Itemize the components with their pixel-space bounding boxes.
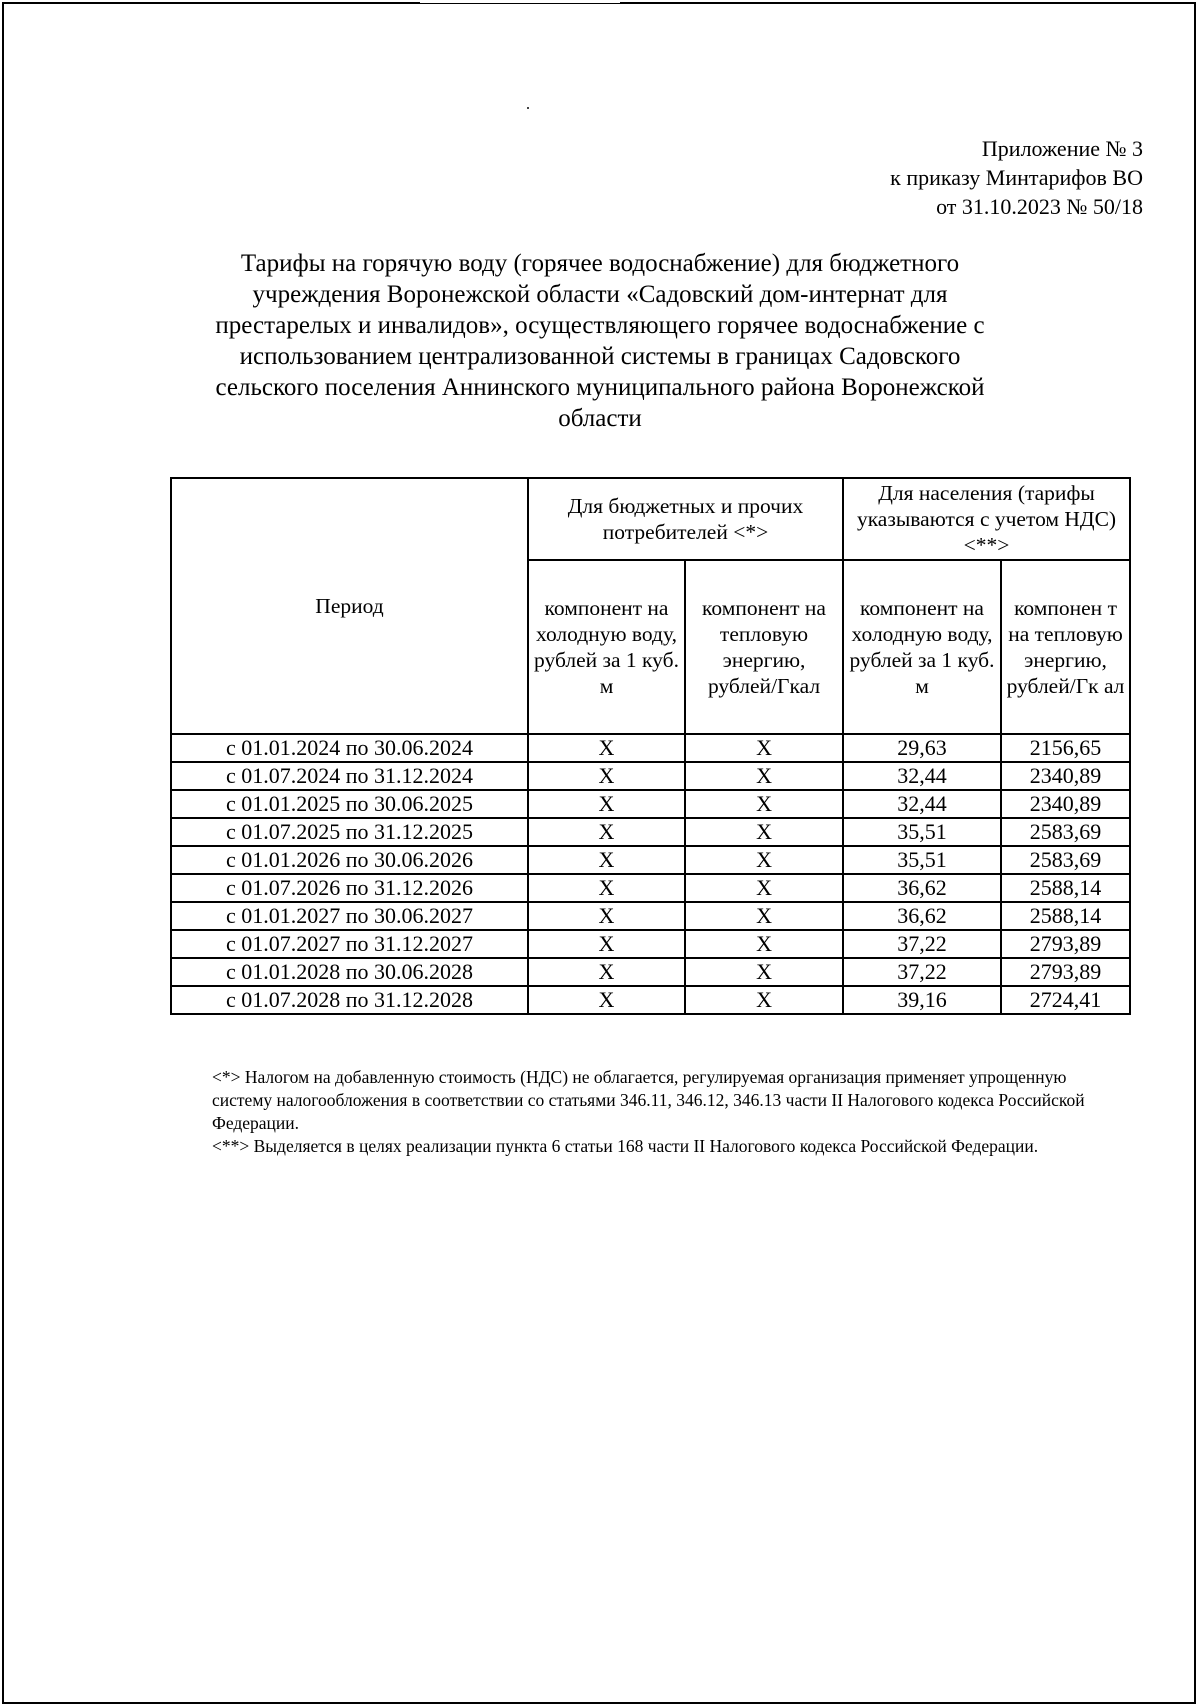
population-cold-cell: 36,62: [843, 874, 1001, 902]
budget-cold-cell: Х: [528, 874, 685, 902]
title-line-4: использованием централизованной системы в границах Садовского: [239, 343, 961, 370]
population-cold-cell: 35,51: [843, 846, 1001, 874]
title-line-3: престарелых и инвалидов», осуществляющего горячее водоснабжение с: [215, 312, 985, 339]
appendix-reference: [890, 134, 1143, 221]
population-heat-cell: 2583,69: [1001, 846, 1130, 874]
table-row: [171, 930, 1130, 958]
population-heat-cell: 2724,41: [1001, 986, 1130, 1014]
budget-heat-cell: Х: [685, 958, 843, 986]
appendix-line-1: Приложение № 3: [981, 136, 1143, 161]
budget-cold-cell: Х: [528, 734, 685, 762]
population-heat-cell: 2156,65: [1001, 734, 1130, 762]
period-cell: с 01.01.2025 по 30.06.2025: [171, 790, 528, 818]
title-line-2: учреждения Воронежской области «Садовский дом-интернат для: [252, 281, 948, 308]
population-cold-header: компонент на холодную воду, рублей за 1 куб. м: [843, 560, 1001, 734]
population-heat-cell: 2583,69: [1001, 818, 1130, 846]
table-row: [171, 818, 1130, 846]
scan-speck: [527, 107, 529, 109]
table-row: [171, 874, 1130, 902]
table-row: [171, 790, 1130, 818]
budget-heat-cell: Х: [685, 790, 843, 818]
population-heat-cell: 2588,14: [1001, 874, 1130, 902]
population-cold-cell: 32,44: [843, 762, 1001, 790]
population-cold-cell: 37,22: [843, 930, 1001, 958]
budget-heat-cell: Х: [685, 986, 843, 1014]
budget-heat-cell: Х: [685, 846, 843, 874]
population-heat-cell: 2588,14: [1001, 902, 1130, 930]
budget-group-header: Для бюджетных и прочих потребителей <*>: [528, 478, 843, 560]
top-mark: [420, 0, 620, 3]
budget-cold-cell: Х: [528, 762, 685, 790]
tariff-table: [170, 477, 1131, 1015]
period-cell: с 01.07.2026 по 31.12.2026: [171, 874, 528, 902]
budget-heat-cell: Х: [685, 874, 843, 902]
title-line-5: сельского поселения Аннинского муниципального района Воронежской: [215, 374, 985, 401]
table-row: [171, 734, 1130, 762]
budget-cold-header: компонент на холодную воду, рублей за 1 куб. м: [528, 560, 685, 734]
population-heat-cell: 2340,89: [1001, 762, 1130, 790]
period-cell: с 01.07.2027 по 31.12.2027: [171, 930, 528, 958]
period-cell: с 01.01.2028 по 30.06.2028: [171, 958, 528, 986]
budget-heat-cell: Х: [685, 818, 843, 846]
budget-cold-cell: Х: [528, 902, 685, 930]
population-heat-cell: 2793,89: [1001, 930, 1130, 958]
table-row: [171, 958, 1130, 986]
budget-cold-cell: Х: [528, 846, 685, 874]
budget-heat-cell: Х: [685, 734, 843, 762]
budget-heat-cell: Х: [685, 930, 843, 958]
period-cell: с 01.01.2024 по 30.06.2024: [171, 734, 528, 762]
period-cell: с 01.01.2026 по 30.06.2026: [171, 846, 528, 874]
document-title: [200, 248, 1000, 434]
title-line-6: области: [558, 405, 642, 432]
period-header: Период: [171, 478, 528, 734]
appendix-line-2: к приказу Минтарифов ВО: [890, 165, 1143, 190]
budget-heat-cell: Х: [685, 902, 843, 930]
population-cold-cell: 32,44: [843, 790, 1001, 818]
footnote-2: <**> Выделяется в целях реализации пункта 6 статьи 168 части II Налогового кодекса Российской Федерации.: [212, 1136, 1039, 1156]
population-cold-cell: 29,63: [843, 734, 1001, 762]
title-line-1: Тарифы на горячую воду (горячее водоснабжение) для бюджетного: [240, 250, 960, 277]
population-heat-cell: 2793,89: [1001, 958, 1130, 986]
budget-cold-cell: Х: [528, 790, 685, 818]
population-cold-cell: 39,16: [843, 986, 1001, 1014]
budget-cold-cell: Х: [528, 818, 685, 846]
table-row: [171, 762, 1130, 790]
population-cold-cell: 35,51: [843, 818, 1001, 846]
population-group-header: Для населения (тарифы указываются с учетом НДС) <**>: [843, 478, 1130, 560]
header-group-row: [171, 478, 1130, 560]
population-cold-cell: 37,22: [843, 958, 1001, 986]
footnotes: [212, 1066, 1102, 1158]
table-row: [171, 986, 1130, 1014]
budget-cold-cell: Х: [528, 958, 685, 986]
appendix-line-3: от 31.10.2023 № 50/18: [936, 194, 1143, 219]
population-heat-header: компонен т на тепловую энергию, рублей/Гк ал: [1001, 560, 1130, 734]
footnote-1: <*> Налогом на добавленную стоимость (НДС) не облагается, регулируемая организация применяет упрощенную систему налогообложения в соответствии со статьями 346.11, 346.12, 346.13 части II Налогового кодекса Российской Федерации.: [212, 1067, 1085, 1133]
period-cell: с 01.07.2024 по 31.12.2024: [171, 762, 528, 790]
period-cell: с 01.07.2028 по 31.12.2028: [171, 986, 528, 1014]
budget-heat-cell: Х: [685, 762, 843, 790]
table-row: [171, 846, 1130, 874]
population-cold-cell: 36,62: [843, 902, 1001, 930]
period-cell: с 01.07.2025 по 31.12.2025: [171, 818, 528, 846]
table-row: [171, 902, 1130, 930]
budget-heat-header: компонент на тепловую энергию, рублей/Гкал: [685, 560, 843, 734]
budget-cold-cell: Х: [528, 986, 685, 1014]
period-cell: с 01.01.2027 по 30.06.2027: [171, 902, 528, 930]
budget-cold-cell: Х: [528, 930, 685, 958]
population-heat-cell: 2340,89: [1001, 790, 1130, 818]
